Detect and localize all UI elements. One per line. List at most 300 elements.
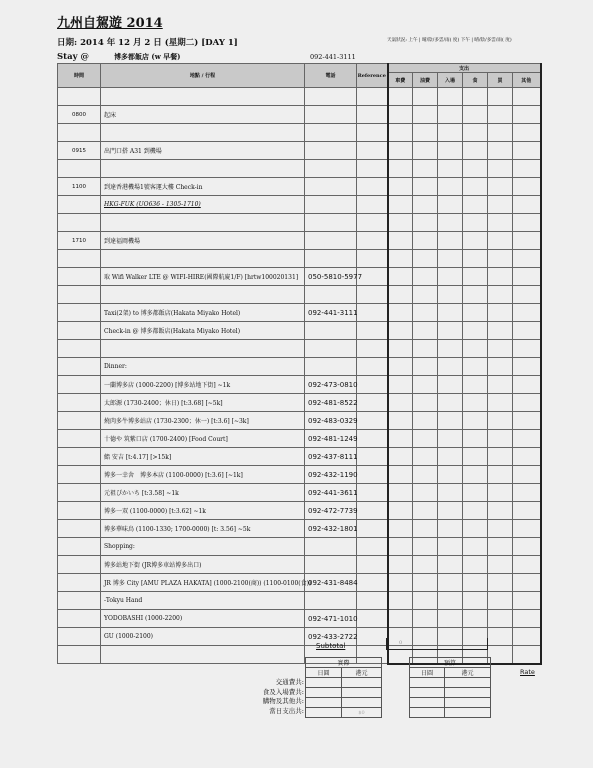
row-exp-food [463, 430, 488, 448]
row-phone [305, 592, 357, 610]
row-exp-other [513, 376, 541, 394]
row-place: 博多站地下街 (JR博多車站博多出口) [101, 556, 305, 574]
row-exp-fuel [413, 412, 438, 430]
summary-label-food-admission: 食及入場費共: [262, 687, 304, 696]
row-exp-other [513, 412, 541, 430]
summary-cell [410, 688, 445, 698]
row-exp-shopping [488, 502, 513, 520]
table-row [58, 322, 541, 340]
row-exp-food [463, 376, 488, 394]
row-exp-admission [438, 268, 463, 286]
subtotal-value: 0 [399, 640, 403, 646]
stay-hotel: 博多都飯店 (w 早餐) [113, 52, 181, 61]
row-exp-shopping [488, 142, 513, 160]
summary-budget-hkd: 港元 [445, 668, 491, 678]
row-phone [305, 286, 357, 304]
row-exp-transport [388, 574, 413, 592]
row-place: Check-in @ 博多都飯店(Hakata Miyako Hotel) [101, 322, 305, 340]
row-phone [305, 250, 357, 268]
row-place [101, 124, 305, 142]
summary-actual-header: 實際 [306, 658, 382, 668]
row-exp-other [513, 502, 541, 520]
summary-cell [410, 678, 445, 688]
table-row [58, 232, 541, 250]
row-exp-food [463, 610, 488, 628]
row-exp-food [463, 448, 488, 466]
row-exp-transport [388, 124, 413, 142]
summary-budget-header: 預算 [410, 658, 491, 668]
row-place: 到達香港機場1號客運大樓 Check-in [101, 178, 305, 196]
table-row [58, 340, 541, 358]
row-exp-transport [388, 250, 413, 268]
row-reference [357, 88, 388, 106]
row-place: 出門口搭 A31 到機場 [101, 142, 305, 160]
row-exp-food [463, 502, 488, 520]
row-exp-shopping [488, 160, 513, 178]
row-time [58, 520, 101, 538]
row-place: JR 博多 City [AMU PLAZA HAKATA] (1000-2100(商)) (1100-0100(食)) [101, 574, 305, 592]
header-place: 地點 / 行程 [101, 64, 305, 88]
row-exp-admission [438, 214, 463, 232]
row-place [101, 88, 305, 106]
row-exp-transport [388, 214, 413, 232]
table-row [58, 430, 541, 448]
row-exp-shopping [488, 232, 513, 250]
row-exp-other [513, 628, 541, 646]
row-reference [357, 214, 388, 232]
table-row [58, 142, 541, 160]
row-exp-admission [438, 250, 463, 268]
table-row [58, 124, 541, 142]
row-exp-transport [388, 610, 413, 628]
row-exp-shopping [488, 520, 513, 538]
row-exp-transport [388, 394, 413, 412]
header-exp-fuel: 油費 [413, 73, 438, 88]
row-exp-fuel [413, 610, 438, 628]
row-time [58, 322, 101, 340]
row-reference [357, 286, 388, 304]
row-exp-fuel [413, 358, 438, 376]
row-phone: 092-432-1801 [305, 520, 357, 538]
row-exp-other [513, 268, 541, 286]
row-exp-admission [438, 430, 463, 448]
row-exp-shopping [488, 484, 513, 502]
row-exp-transport [388, 556, 413, 574]
row-reference [357, 502, 388, 520]
row-exp-shopping [488, 124, 513, 142]
row-place [101, 646, 305, 664]
row-reference [357, 160, 388, 178]
row-exp-shopping [488, 286, 513, 304]
row-exp-fuel [413, 214, 438, 232]
row-place: 博多華味鳥 (1100-1330; 1700-0000) [t: 3.56] ~5k [101, 520, 305, 538]
row-exp-transport [388, 142, 413, 160]
row-exp-fuel [413, 430, 438, 448]
row-phone: 092-471-1010 [305, 610, 357, 628]
row-exp-shopping [488, 376, 513, 394]
row-time [58, 628, 101, 646]
row-phone: 092-481-8522 [305, 394, 357, 412]
row-reference [357, 556, 388, 574]
header-exp-food: 食 [463, 73, 488, 88]
row-time [58, 340, 101, 358]
row-reference [357, 340, 388, 358]
row-exp-other [513, 304, 541, 322]
row-time [58, 448, 101, 466]
row-time [58, 358, 101, 376]
row-reference [357, 358, 388, 376]
row-exp-food [463, 196, 488, 214]
table-row [58, 394, 541, 412]
row-exp-food [463, 232, 488, 250]
row-exp-other [513, 430, 541, 448]
row-reference [357, 394, 388, 412]
row-exp-other [513, 88, 541, 106]
row-phone [305, 340, 357, 358]
row-time: 0915 [58, 142, 101, 160]
row-place: HKG-FUK (UO636 - 1305-1710) [101, 196, 305, 214]
row-time [58, 502, 101, 520]
table-row [58, 466, 541, 484]
row-phone [305, 556, 357, 574]
row-phone [305, 196, 357, 214]
row-exp-food [463, 304, 488, 322]
row-exp-other [513, 556, 541, 574]
table-row [58, 520, 541, 538]
row-phone: 092-472-7739 [305, 502, 357, 520]
row-exp-transport [388, 448, 413, 466]
row-exp-food [463, 286, 488, 304]
row-exp-admission [438, 124, 463, 142]
row-exp-admission [438, 502, 463, 520]
row-exp-admission [438, 574, 463, 592]
table-row [58, 286, 541, 304]
weather-line: 天氣狀況: 上午 | 晴/陰/多雲/雨( 度) 下午 | 晴/陰/多雲/雨( 度) [387, 38, 512, 43]
row-exp-admission [438, 322, 463, 340]
stay-label: Stay @ [57, 52, 89, 62]
row-exp-admission [438, 106, 463, 124]
row-phone: 092-432-1190 [305, 466, 357, 484]
row-place: YODOBASHI (1000-2200) [101, 610, 305, 628]
row-exp-admission [438, 592, 463, 610]
header-exp-other: 其他 [513, 73, 541, 88]
row-exp-fuel [413, 268, 438, 286]
row-exp-transport [388, 88, 413, 106]
row-phone: 092-483-0329 [305, 412, 357, 430]
table-row [58, 502, 541, 520]
row-exp-admission [438, 610, 463, 628]
row-time: 0800 [58, 106, 101, 124]
row-exp-transport [388, 538, 413, 556]
row-exp-transport [388, 106, 413, 124]
row-exp-fuel [413, 592, 438, 610]
row-exp-other [513, 484, 541, 502]
itinerary-table [57, 63, 542, 665]
row-exp-shopping [488, 214, 513, 232]
row-exp-admission [438, 196, 463, 214]
row-exp-fuel [413, 340, 438, 358]
row-exp-food [463, 322, 488, 340]
summary-cell [306, 678, 342, 688]
row-exp-other [513, 178, 541, 196]
row-exp-fuel [413, 484, 438, 502]
row-exp-shopping [488, 556, 513, 574]
row-exp-fuel [413, 142, 438, 160]
table-row [58, 214, 541, 232]
row-exp-fuel [413, 520, 438, 538]
summary-actual-hkd: 港元 [342, 668, 382, 678]
row-phone [305, 106, 357, 124]
stay-line [57, 52, 180, 62]
row-time [58, 430, 101, 448]
table-row [58, 268, 541, 286]
summary-table [305, 657, 491, 718]
row-phone [305, 142, 357, 160]
row-exp-fuel [413, 466, 438, 484]
row-exp-shopping [488, 646, 513, 664]
row-exp-shopping [488, 610, 513, 628]
summary-cell [342, 688, 382, 698]
row-exp-admission [438, 538, 463, 556]
row-reference [357, 250, 388, 268]
row-exp-food [463, 124, 488, 142]
row-phone: 092-441-3611 [305, 484, 357, 502]
rate-label: Rate [520, 668, 535, 676]
row-phone: 092-473-0810 [305, 376, 357, 394]
row-exp-admission [438, 142, 463, 160]
summary-cell [445, 688, 491, 698]
row-exp-shopping [488, 358, 513, 376]
row-reference [357, 322, 388, 340]
row-exp-admission [438, 484, 463, 502]
row-time [58, 556, 101, 574]
header-time: 時間 [58, 64, 101, 88]
row-exp-admission [438, 232, 463, 250]
row-place: 博多一幸舍 博多本店 (1100-0000) [t:3.6] [~1k] [101, 466, 305, 484]
table-row [58, 196, 541, 214]
summary-cell [306, 698, 342, 708]
row-exp-shopping [488, 340, 513, 358]
row-exp-food [463, 142, 488, 160]
row-exp-admission [438, 286, 463, 304]
row-exp-food [463, 556, 488, 574]
header-reference: Reference [357, 64, 388, 88]
row-phone [305, 322, 357, 340]
row-exp-shopping [488, 394, 513, 412]
table-row [58, 178, 541, 196]
row-time [58, 214, 101, 232]
row-exp-other [513, 340, 541, 358]
row-exp-fuel [413, 160, 438, 178]
row-exp-food [463, 358, 488, 376]
row-exp-admission [438, 394, 463, 412]
row-exp-transport [388, 376, 413, 394]
row-reference [357, 484, 388, 502]
row-phone [305, 160, 357, 178]
row-exp-shopping [488, 592, 513, 610]
row-place: 太郎源 (1730-2400；休日) [t:3.68] [~5k] [101, 394, 305, 412]
summary-cell [306, 688, 342, 698]
row-time [58, 160, 101, 178]
row-exp-admission [438, 88, 463, 106]
table-row [58, 556, 541, 574]
row-exp-transport [388, 286, 413, 304]
row-place: GU (1000-2100) [101, 628, 305, 646]
table-row [58, 574, 541, 592]
row-exp-other [513, 466, 541, 484]
row-time [58, 466, 101, 484]
row-exp-shopping [488, 412, 513, 430]
row-reference [357, 610, 388, 628]
row-exp-other [513, 520, 541, 538]
summary-actual-jpy: 日圓 [306, 668, 342, 678]
row-exp-transport [388, 304, 413, 322]
table-row [58, 376, 541, 394]
stay-phone: 092-441-3111 [310, 53, 356, 61]
row-reference [357, 430, 388, 448]
row-phone [305, 358, 357, 376]
row-place [101, 160, 305, 178]
row-exp-other [513, 250, 541, 268]
row-time [58, 376, 101, 394]
row-exp-other [513, 610, 541, 628]
row-exp-other [513, 538, 541, 556]
row-exp-other [513, 322, 541, 340]
row-exp-admission [438, 178, 463, 196]
row-time [58, 394, 101, 412]
row-exp-transport [388, 196, 413, 214]
row-place: Shopping: [101, 538, 305, 556]
row-time: 1100 [58, 178, 101, 196]
row-exp-fuel [413, 196, 438, 214]
row-exp-other [513, 574, 541, 592]
row-reference [357, 592, 388, 610]
row-exp-food [463, 88, 488, 106]
row-exp-food [463, 412, 488, 430]
row-reference [357, 412, 388, 430]
row-exp-admission [438, 376, 463, 394]
row-exp-other [513, 160, 541, 178]
row-time [58, 538, 101, 556]
row-reference [357, 106, 388, 124]
row-place [101, 214, 305, 232]
summary-budget-jpy: 日圓 [410, 668, 445, 678]
row-exp-fuel [413, 88, 438, 106]
header-exp-admission: 入場 [438, 73, 463, 88]
row-exp-other [513, 106, 541, 124]
row-exp-shopping [488, 250, 513, 268]
document-title: 九州自駕遊 2014 [57, 16, 163, 31]
row-exp-other [513, 592, 541, 610]
row-exp-shopping [488, 538, 513, 556]
row-place: 博多一双 (1100-0000) [t:3.62] ~1k [101, 502, 305, 520]
row-exp-transport [388, 340, 413, 358]
header-phone: 電話 [305, 64, 357, 88]
table-row [58, 412, 541, 430]
row-time [58, 646, 101, 664]
row-exp-food [463, 250, 488, 268]
row-reference [357, 142, 388, 160]
row-phone [305, 214, 357, 232]
row-time [58, 304, 101, 322]
table-row [58, 106, 541, 124]
row-place: -Tokyu Hand [101, 592, 305, 610]
summary-cell [410, 698, 445, 708]
row-place: 到達福岡機場 [101, 232, 305, 250]
row-time [58, 412, 101, 430]
row-exp-transport [388, 502, 413, 520]
row-exp-admission [438, 358, 463, 376]
table-row [58, 538, 541, 556]
row-exp-fuel [413, 538, 438, 556]
table-row [58, 358, 541, 376]
row-reference [357, 520, 388, 538]
row-exp-shopping [488, 574, 513, 592]
row-phone [305, 538, 357, 556]
table-row [58, 610, 541, 628]
summary-cell [445, 708, 491, 718]
row-exp-other [513, 124, 541, 142]
row-exp-transport [388, 466, 413, 484]
row-exp-fuel [413, 502, 438, 520]
row-exp-admission [438, 556, 463, 574]
row-exp-food [463, 574, 488, 592]
row-reference [357, 538, 388, 556]
row-phone [305, 232, 357, 250]
row-phone [305, 124, 357, 142]
row-exp-food [463, 268, 488, 286]
row-exp-admission [438, 160, 463, 178]
row-exp-transport [388, 178, 413, 196]
row-exp-admission [438, 520, 463, 538]
row-reference [357, 304, 388, 322]
row-exp-food [463, 484, 488, 502]
row-phone: 092-433-2722 [305, 628, 357, 646]
row-exp-fuel [413, 394, 438, 412]
row-exp-food [463, 592, 488, 610]
table-row [58, 88, 541, 106]
row-exp-fuel [413, 376, 438, 394]
row-exp-food [463, 160, 488, 178]
header-exp-shopping: 買 [488, 73, 513, 88]
header-expense: 支出 [388, 64, 541, 73]
row-exp-food [463, 178, 488, 196]
table-row [58, 304, 541, 322]
row-time [58, 250, 101, 268]
row-phone [305, 88, 357, 106]
row-time: 1710 [58, 232, 101, 250]
row-exp-shopping [488, 304, 513, 322]
row-reference [357, 196, 388, 214]
row-exp-other [513, 394, 541, 412]
row-exp-fuel [413, 178, 438, 196]
row-phone: 092-437-8111 [305, 448, 357, 466]
row-exp-transport [388, 520, 413, 538]
summary-row-labels [220, 678, 304, 716]
row-exp-transport [388, 160, 413, 178]
row-reference [357, 466, 388, 484]
row-place: 燒肉多牛博多站店 (1730-2300；休一) [t:3.6] [~3k] [101, 412, 305, 430]
row-exp-shopping [488, 430, 513, 448]
summary-cell [445, 698, 491, 708]
row-exp-food [463, 214, 488, 232]
row-exp-admission [438, 304, 463, 322]
row-place: 取 Wifi Walker LTE @ WIFI-HIRE(國際航廈1/F) [hrtw100020131] [101, 268, 305, 286]
row-exp-fuel [413, 124, 438, 142]
row-exp-shopping [488, 268, 513, 286]
row-exp-transport [388, 232, 413, 250]
row-exp-other [513, 142, 541, 160]
